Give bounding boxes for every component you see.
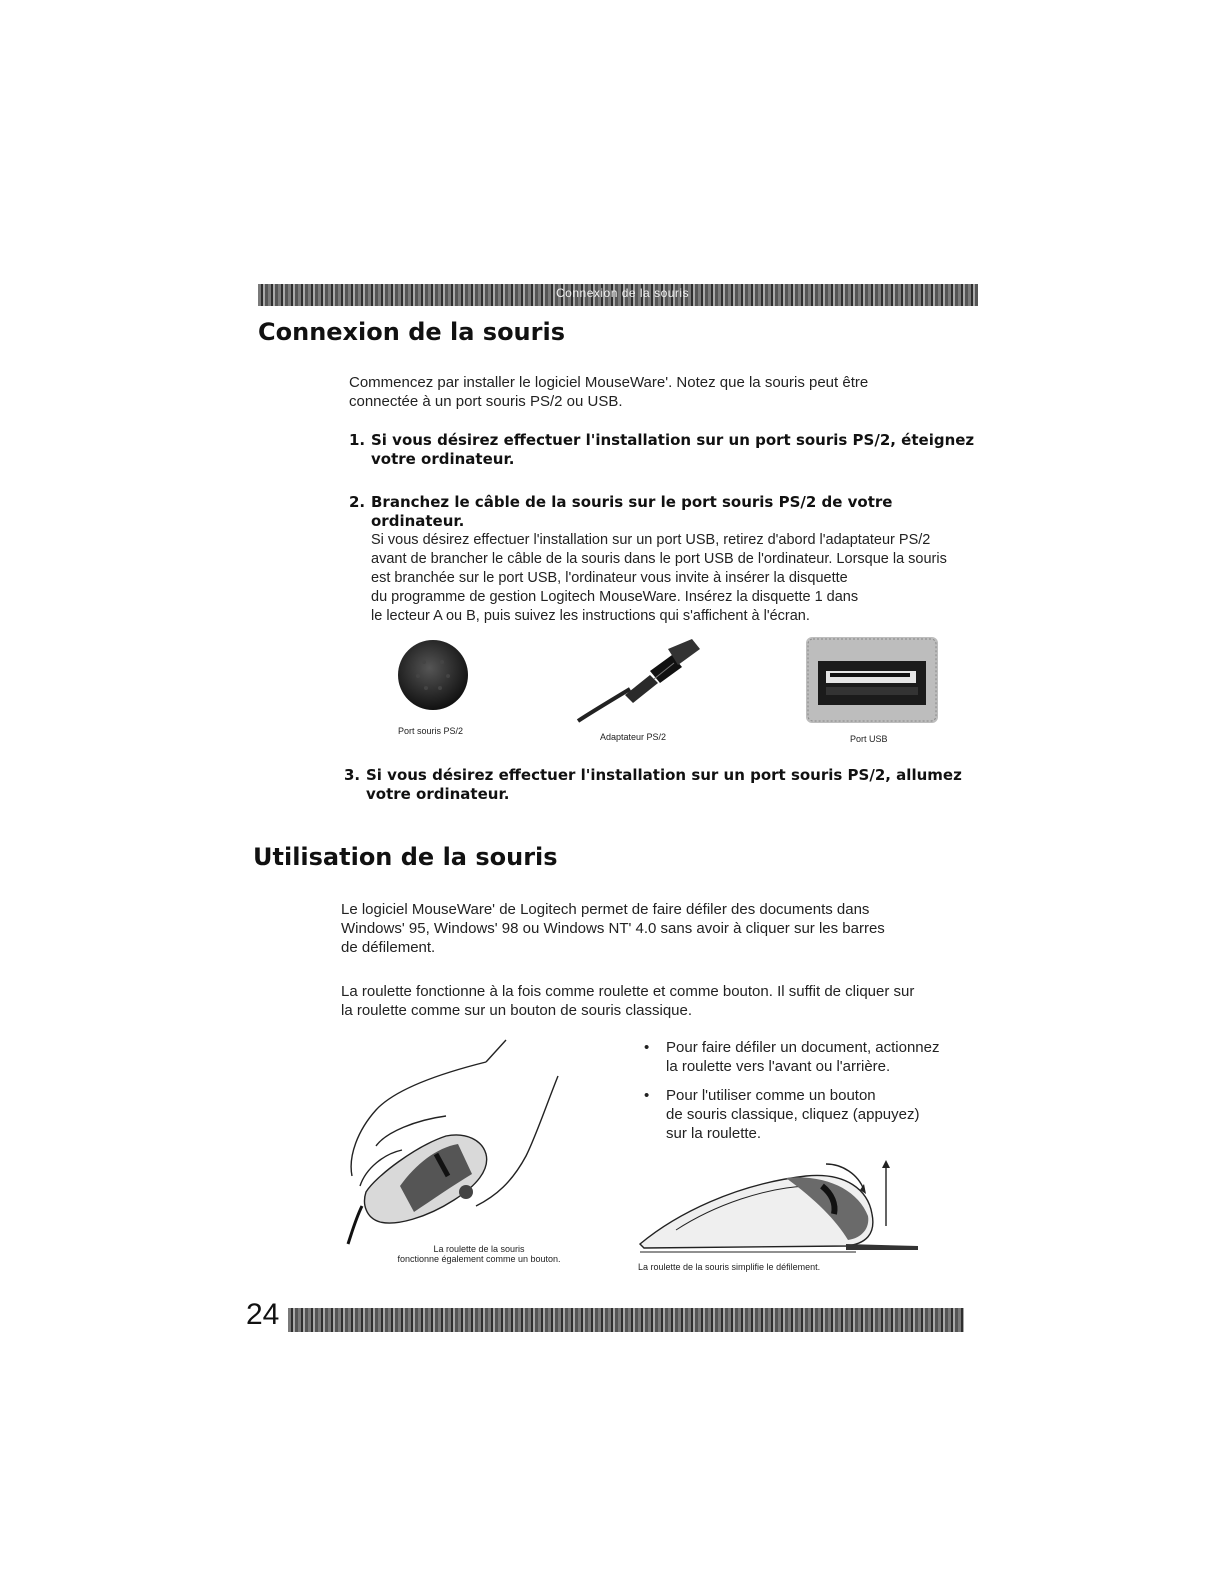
list-item xyxy=(644,1086,974,1143)
list-item xyxy=(644,1038,974,1076)
caption-ps2-port: Port souris PS/2 xyxy=(398,726,464,736)
step-bold-line: votre ordinateur. xyxy=(366,785,510,803)
section-title-connexion: Connexion de la souris xyxy=(258,318,565,346)
bullet-line: • Pour l'utiliser comme un bouton xyxy=(666,1087,876,1104)
usb-port-illustration xyxy=(806,637,938,723)
paragraph-line: Le logiciel MouseWare' de Logitech permet de faire défiler des documents dans xyxy=(341,901,870,918)
caption-scroll-mouse: La roulette de la souris simplifie le défilement. xyxy=(638,1262,821,1272)
step-body-line: avant de brancher le câble de la souris dans le port USB de l'ordinateur. Lorsque la souris xyxy=(371,551,947,567)
caption-hand-mouse xyxy=(344,1244,614,1264)
paragraph-line: La roulette fonctionne à la fois comme roulette et comme bouton. Il suffit de cliquer sur xyxy=(341,983,915,1000)
intro-line: Commencez par installer le logiciel MouseWare'. Notez que la souris peut être xyxy=(349,374,869,391)
paragraph-line: la roulette comme sur un bouton de souris classique. xyxy=(341,1002,693,1019)
caption-line: La roulette de la souris xyxy=(433,1244,525,1254)
step-number: 1. xyxy=(349,431,366,449)
header-band-label: Connexion de la souris xyxy=(556,286,690,300)
paragraph-line: de défilement. xyxy=(341,939,436,956)
usage-bullet-list xyxy=(644,1038,974,1153)
step-bold-line: Si vous désirez effectuer l'installation sur un port souris PS/2, allumez xyxy=(366,766,962,784)
step-1 xyxy=(349,431,981,469)
usage-paragraph-1 xyxy=(341,900,971,957)
intro-line: connectée à un port souris PS/2 ou USB. xyxy=(349,393,623,410)
bullet-line: la roulette vers l'avant ou l'arrière. xyxy=(666,1058,891,1075)
ps2-adapter-illustration xyxy=(570,635,706,727)
intro-paragraph xyxy=(349,373,969,411)
step-3 xyxy=(344,766,976,804)
step-body-line: est branchée sur le port USB, l'ordinateur vous invite à insérer la disquette xyxy=(371,570,848,586)
step-body-line: du programme de gestion Logitech MouseWare. Insérez la disquette 1 dans xyxy=(371,589,859,605)
ps2-port-illustration xyxy=(396,638,470,712)
scroll-mouse-illustration xyxy=(636,1160,926,1260)
bullet-line: de souris classique, cliquez (appuyez) xyxy=(666,1106,920,1123)
footer-band xyxy=(288,1308,964,1332)
step-bold-line: votre ordinateur. xyxy=(371,450,515,468)
step-body-line: Si vous désirez effectuer l'installation sur un port USB, retirez d'abord l'adaptateur PS/2 xyxy=(371,532,931,548)
paragraph-line: Windows' 95, Windows' 98 ou Windows NT' 4.0 sans avoir à cliquer sur les barres xyxy=(341,920,885,937)
step-bold-line: Si vous désirez effectuer l'installation sur un port souris PS/2, éteignez xyxy=(371,431,975,449)
step-2 xyxy=(349,493,986,626)
caption-line: fonctionne également comme un bouton. xyxy=(397,1254,561,1264)
bullet-line: sur la roulette. xyxy=(666,1125,762,1142)
step-number: 3. xyxy=(344,766,361,784)
caption-adapter: Adaptateur PS/2 xyxy=(600,732,667,742)
caption-usb-port: Port USB xyxy=(850,734,888,744)
step-body xyxy=(371,531,986,626)
page-number: 24 xyxy=(246,1298,280,1331)
usage-paragraph-2 xyxy=(341,982,981,1020)
bullet-line: • Pour faire défiler un document, actionnez xyxy=(666,1039,940,1056)
step-bold-line: Branchez le câble de la souris sur le port souris PS/2 de votre ordinateur. xyxy=(371,493,893,530)
hand-mouse-illustration xyxy=(336,1036,576,1248)
section-title-utilisation: Utilisation de la souris xyxy=(253,843,558,871)
step-number: 2. xyxy=(349,493,366,511)
step-body-line: le lecteur A ou B, puis suivez les instructions qui s'affichent à l'écran. xyxy=(371,608,810,624)
